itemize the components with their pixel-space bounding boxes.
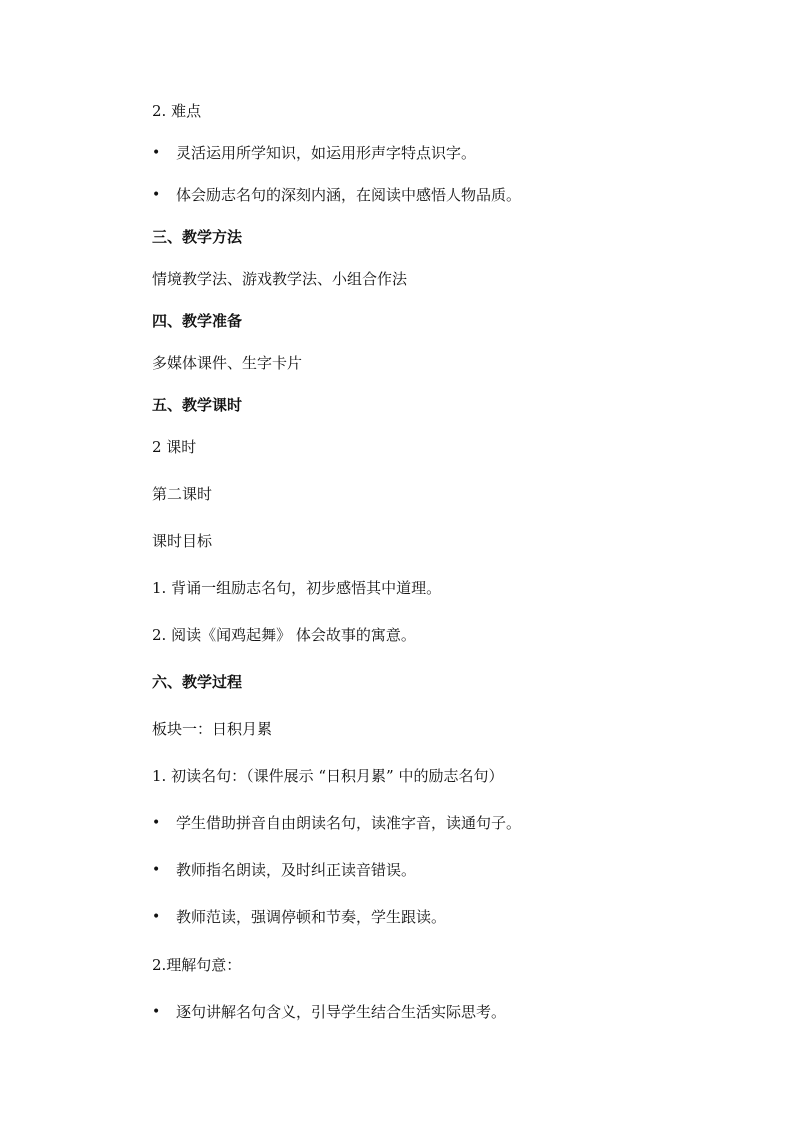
paragraph: 多媒体课件、生字卡片 [152,354,303,372]
list-item: 学生借助拼音自由朗读名句，读准字音，读通句子。 [176,814,522,832]
section-heading-process: 六、教学过程 [152,673,243,691]
paragraph: 第二课时 [152,485,213,503]
section-heading-periods: 五、教学课时 [152,396,243,414]
list-item: 逐句讲解名句含义，引导学生结合生活实际思考。 [176,1003,507,1021]
subsection-difficulties: 2. 难点 [152,102,202,120]
paragraph: 板块一：日积月累 [152,720,273,738]
bullet-icon: • [152,145,161,161]
paragraph: 课时目标 [152,532,213,550]
paragraph: 1. 背诵一组励志名句，初步感悟其中道理。 [152,579,442,597]
paragraph: 2. 阅读《闻鸡起舞》 体会故事的寓意。 [152,626,416,644]
paragraph: 2.理解句意： [152,956,242,974]
list-item: 教师指名朗读，及时纠正读音错误。 [176,861,417,879]
bullet-icon: • [152,862,161,878]
bullet-icon: • [152,909,161,925]
bullet-icon: • [152,187,161,203]
list-item: 体会励志名句的深刻内涵，在阅读中感悟人物品质。 [176,186,522,204]
bullet-icon: • [152,1004,161,1020]
paragraph: 情境教学法、游戏教学法、小组合作法 [152,270,408,288]
paragraph: 1. 初读名句：（课件展示 “日积月累” 中的励志名句） [152,767,504,785]
list-item: 教师范读，强调停顿和节奏，学生跟读。 [176,908,447,926]
list-item: 灵活运用所学知识，如运用形声字特点识字。 [176,144,477,162]
bullet-icon: • [152,815,161,831]
paragraph: 2 课时 [152,438,197,456]
section-heading-preparation: 四、教学准备 [152,312,243,330]
section-heading-methods: 三、教学方法 [152,228,243,246]
